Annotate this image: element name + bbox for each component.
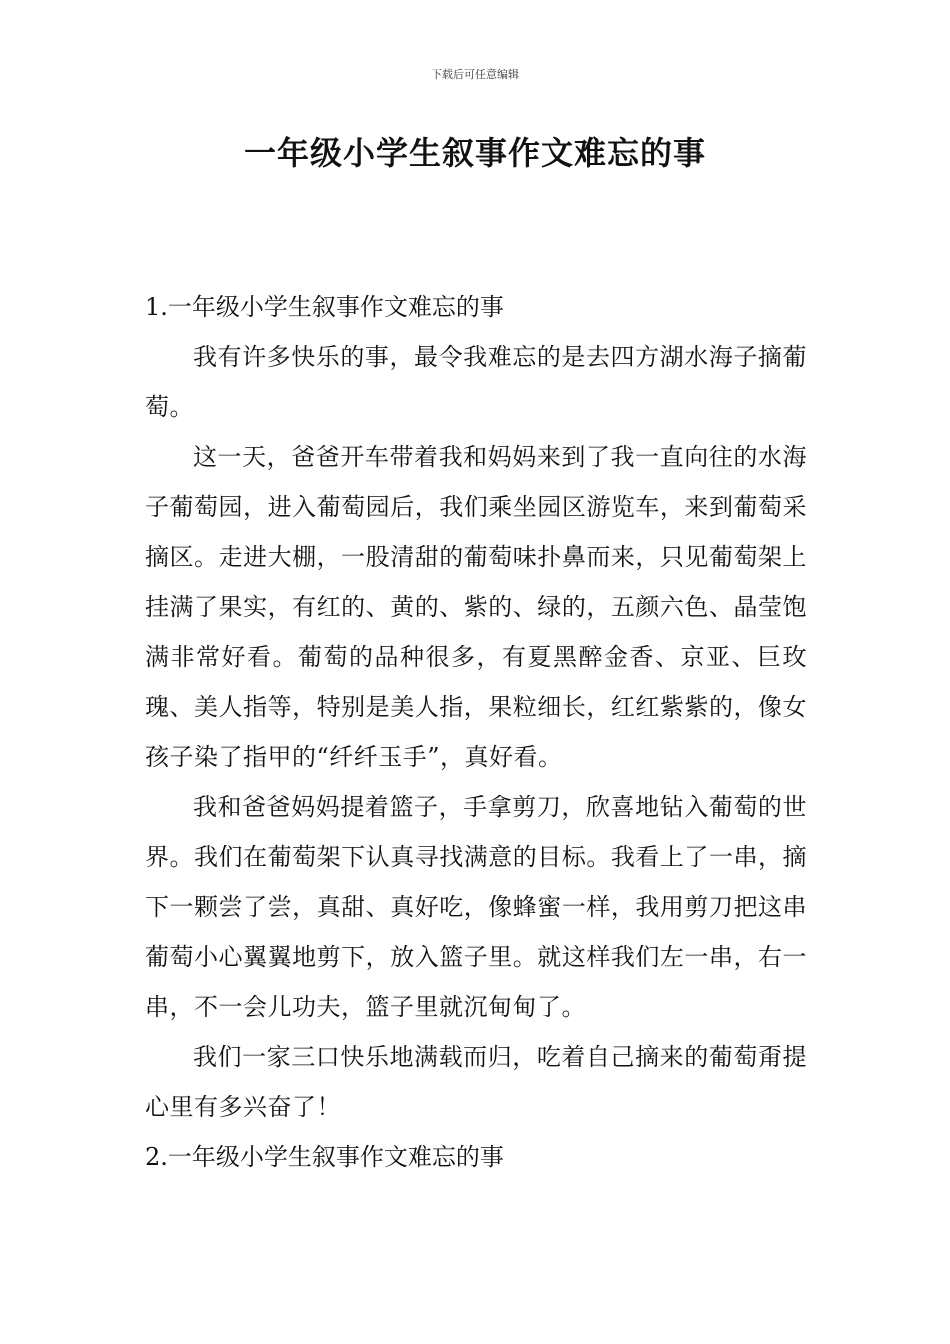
header-note: 下载后可任意编辑 [431,68,519,81]
paragraph: 我有许多快乐的事，最令我难忘的是去四方湖水海子摘葡萄。 [145,343,807,421]
paragraph: 我们一家三口快乐地满载而归，吃着自己摘来的葡萄甭提心里有多兴奋了！ [145,1043,807,1121]
document-title: 一年级小学生叙事作文难忘的事 [243,134,706,172]
paragraph: 这一天，爸爸开车带着我和妈妈来到了我一直向往的水海子葡萄园，进入葡萄园后，我们乘坐园区游览车，来到葡萄采摘区。走进大棚，一股清甜的葡萄味扑鼻而来，只见葡萄架上挂满了果实，有红的、黄的、紫的、绿的，五颜六色、晶莹饱满非常好看。葡萄的品种很多，有夏黑醉金香、京亚、巨玫瑰、美人指等，特别是美人指，果粒细长，红红紫紫的，像女孩子染了指甲的“纤纤玉手”，真好看。 [145,443,807,771]
document-body [145,282,807,1182]
section-heading-1: 1.一年级小学生叙事作文难忘的事 [145,293,504,321]
paragraph: 我和爸爸妈妈提着篮子，手拿剪刀，欣喜地钻入葡萄的世界。我们在葡萄架下认真寻找满意的目标。我看上了一串，摘下一颗尝了尝，真甜、真好吃，像蜂蜜一样，我用剪刀把这串葡萄小心翼翼地剪下，放入篮子里。就这样我们左一串，右一串，不一会儿功夫，篮子里就沉甸甸了。 [145,793,807,1021]
section-heading-2: 2.一年级小学生叙事作文难忘的事 [145,1143,504,1171]
